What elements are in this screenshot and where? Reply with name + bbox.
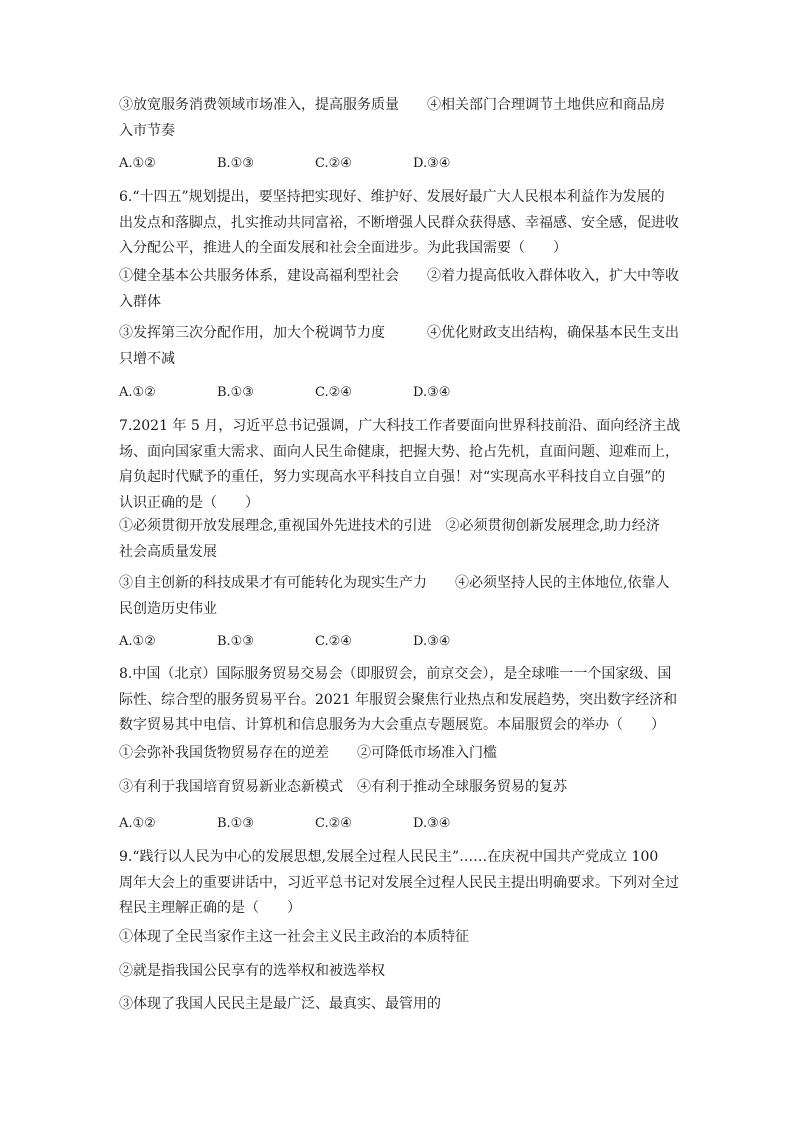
q6-stem: 6.“十四五”规划提出，要坚持把实现好、维护好、发展好最广大人民根本利益作为发展的 出发点和落脚点，扎实推动共同富裕，不断增强人民群众获得感、幸福感、安全感，促进收 入分配公平，推进人的全面发展和社会全面进步。为此我国需要（ ） — [119, 189, 679, 256]
q7-answer-choices — [119, 632, 473, 652]
q7-options-1-2: ①必须贯彻开放发展理念,重视国外先进技术的引进 ②必须贯彻创新发展理念,助力经济 社会高质量发展 — [119, 518, 660, 560]
choice-b: B.①③ — [217, 385, 254, 400]
q9-stem: 9.“践行以人民为中心的发展思想,发展全过程人民民主”……在庆祝中国共产党成立 100 周年大会上的重要讲话中，习近平总书记对发展全过程人民民主提出明确要求。下列对全过 程民主理解正确的是（ ） — [119, 849, 679, 916]
choice-d: D.③④ — [413, 385, 451, 400]
choice-c: C.②④ — [315, 385, 352, 400]
choice-a: A.①② — [119, 156, 156, 171]
q6-answer-choices — [119, 383, 473, 403]
q7-stem: 7.2021 年 5 月，习近平总书记强调，广大科技工作者要面向世界科技前沿、面向经济主战 场、面向国家重大需求、面向人民生命健康，把握大势、抢占先机，直面问题、迎难而上， 肩负起时代赋予的重任，努力实现高水平科技自立自强！对“实现高水平科技自立自强”的 认识正确的是（ ） — [119, 418, 681, 511]
q8-options-1-2: ①会弥补我国货物贸易存在的逆差 ②可降低市场准入门槛 — [119, 745, 497, 761]
q8-answer-choices — [119, 814, 473, 834]
q5-answer-choices — [119, 154, 473, 174]
choice-b: B.①③ — [217, 156, 254, 171]
q7-options-3-4: ③自主创新的科技成果才有可能转化为现实生产力 ④必须坚持人民的主体地位,依靠人 民创造历史伟业 — [119, 575, 670, 617]
choice-b: B.①③ — [217, 634, 254, 649]
choice-d: D.③④ — [413, 634, 451, 649]
q9-option-1: ①体现了全民当家作主这一社会主义民主政治的本质特征 — [119, 929, 469, 945]
q6-options-1-2: ①健全基本公共服务体系，建设高福利型社会 ②着力提高低收入群体收入，扩大中等收 入群体 — [119, 268, 679, 310]
choice-c: C.②④ — [315, 634, 352, 649]
choice-a: A.①② — [119, 816, 156, 831]
q8-options-3-4: ③有利于我国培育贸易新业态新模式 ④有利于推动全球服务贸易的复苏 — [119, 779, 567, 795]
q9-option-3: ③体现了我国人民民主是最广泛、最真实、最管用的 — [119, 996, 441, 1012]
q5-options-3-4: ③放宽服务消费领域市场准入，提高服务质量 ④相关部门合理调节土地供应和商品房 入市节奏 — [119, 97, 665, 139]
choice-d: D.③④ — [413, 816, 451, 831]
choice-d: D.③④ — [413, 156, 451, 171]
q8-stem: 8.中国（北京）国际服务贸易交易会（即服贸会，前京交会），是全球唯一一个国家级、国 际性、综合型的服务贸易平台。2021 年服贸会聚焦行业热点和发展趋势，突出数字经济和 数字贸易其中电信、计算机和信息服务为大会重点专题展览。本届服贸会的举办（ ） — [119, 666, 678, 733]
q9-option-2: ②就是指我国公民享有的选举权和被选举权 — [119, 963, 385, 979]
choice-c: C.②④ — [315, 156, 352, 171]
choice-c: C.②④ — [315, 816, 352, 831]
choice-a: A.①② — [119, 385, 156, 400]
choice-a: A.①② — [119, 634, 156, 649]
choice-b: B.①③ — [217, 816, 254, 831]
q6-options-3-4: ③发挥第三次分配作用，加大个税调节力度 ④优化财政支出结构，确保基本民生支出 只增不减 — [119, 325, 679, 367]
